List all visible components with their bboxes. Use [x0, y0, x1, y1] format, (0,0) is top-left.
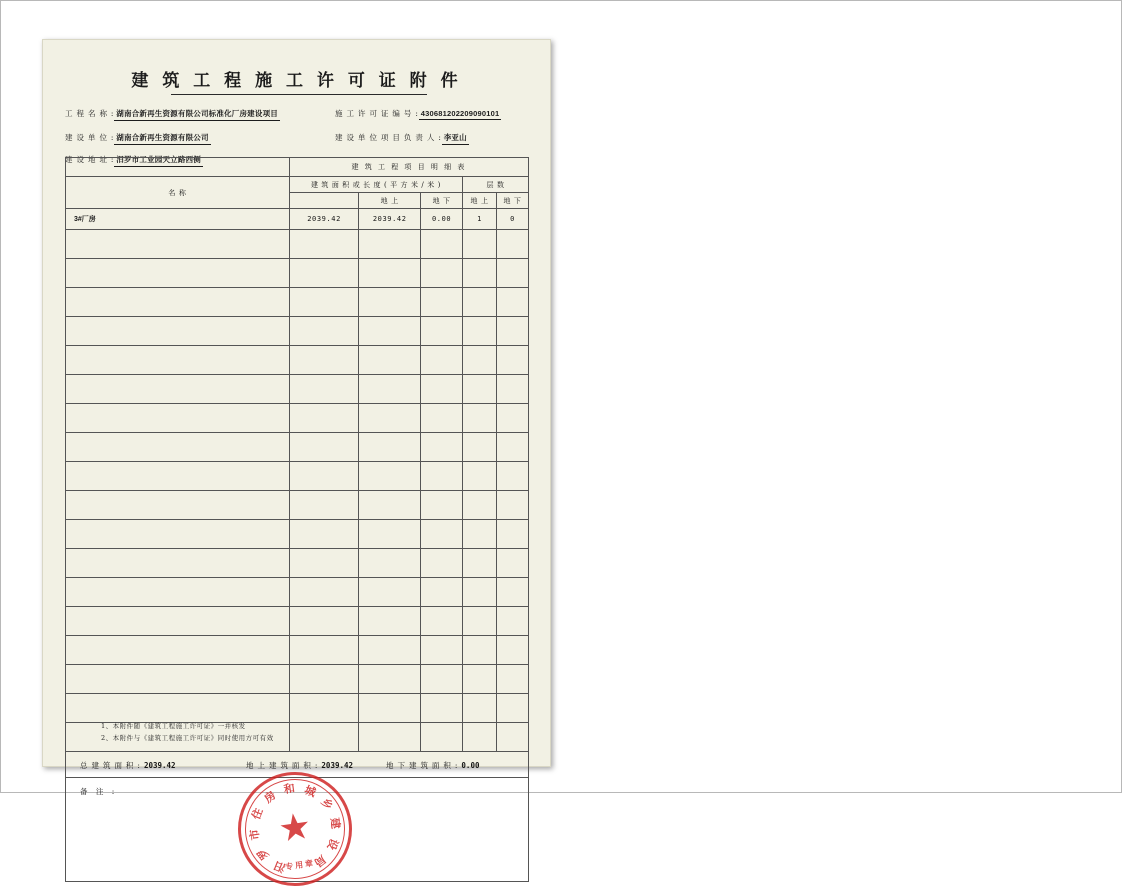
cell-area-below: [421, 607, 463, 636]
cell-area-above: [359, 694, 421, 723]
cell-floors-above: [463, 404, 497, 433]
cell-floors-below: [497, 375, 529, 404]
cell-area-above: 2039.42: [359, 209, 421, 230]
cell-area-total: [289, 230, 358, 259]
seal-character: 城: [302, 783, 318, 800]
cell-floors-above: [463, 317, 497, 346]
page-title: 建 筑 工 程 施 工 许 可 证 附 件: [131, 71, 462, 91]
cell-floors-above: [463, 375, 497, 404]
table-row-empty: [66, 665, 529, 694]
seal-character: 市: [247, 828, 263, 841]
cell-area-below: [421, 723, 463, 752]
seal-character: 局: [311, 852, 329, 870]
footnote-1: 1、本附件随《建筑工程施工许可证》一并核发: [101, 722, 246, 730]
seal-character: 设: [324, 836, 341, 852]
caption-spacer: [66, 158, 290, 177]
cell-floors-above: [463, 346, 497, 375]
cell-name: [66, 317, 290, 346]
cell-name: 3#厂房: [66, 209, 290, 230]
cell-area-above: [359, 578, 421, 607]
table-row: [66, 209, 529, 230]
cell-floors-below: [497, 665, 529, 694]
seal-character: 乡: [318, 795, 336, 813]
field-project-name: [65, 108, 280, 121]
col-header-floors-above: 地 上: [463, 193, 497, 209]
cell-area-above: [359, 230, 421, 259]
seal-character: 建: [327, 817, 343, 830]
cell-area-below: [421, 433, 463, 462]
table-row-empty: [66, 520, 529, 549]
cell-floors-above: [463, 259, 497, 288]
table-row-empty: [66, 404, 529, 433]
cell-floors-below: [497, 636, 529, 665]
cell-area-total: [289, 636, 358, 665]
table-row-empty: [66, 607, 529, 636]
cell-area-below: [421, 346, 463, 375]
cell-area-above: [359, 549, 421, 578]
cell-area-below: [421, 694, 463, 723]
below-ground-area-label: 地 下 建 筑 面 积 :: [386, 761, 459, 770]
cell-area-total: [289, 259, 358, 288]
cell-area-total: [289, 404, 358, 433]
cell-floors-below: [497, 694, 529, 723]
cell-area-below: [421, 636, 463, 665]
project-name-label: 工 程 名 称 :: [65, 109, 115, 118]
cell-name: [66, 404, 290, 433]
cell-area-above: [359, 607, 421, 636]
project-name-value: 湖南合新再生资源有限公司标准化厂房建设项目: [114, 108, 280, 121]
cell-area-below: 0.00: [421, 209, 463, 230]
cell-area-total: [289, 462, 358, 491]
cell-floors-below: [497, 288, 529, 317]
cell-area-above: [359, 375, 421, 404]
cell-area-total: [289, 288, 358, 317]
seal-character: 汨: [272, 858, 288, 875]
col-header-floors-below: 地 下: [497, 193, 529, 209]
cell-floors-above: 1: [463, 209, 497, 230]
cell-floors-below: [497, 346, 529, 375]
cell-area-above: [359, 346, 421, 375]
address-value: 汨罗市工业园天立路西侧: [114, 154, 203, 167]
cell-area-total: [289, 433, 358, 462]
field-permit-no: [335, 108, 501, 120]
above-ground-area-value: 2039.42: [321, 761, 354, 770]
cell-area-above: [359, 259, 421, 288]
table-row-empty: [66, 346, 529, 375]
cell-floors-below: [497, 433, 529, 462]
construction-unit-value: 湖南合新再生资源有限公司: [114, 132, 210, 145]
cell-name: [66, 259, 290, 288]
cell-area-above: [359, 665, 421, 694]
cell-floors-below: [497, 317, 529, 346]
remarks-label: 备 注 :: [80, 787, 118, 796]
address-label: 建 设 地 址 :: [65, 155, 115, 164]
cell-floors-above: [463, 230, 497, 259]
cell-name: [66, 549, 290, 578]
cell-floors-below: [497, 491, 529, 520]
cell-area-below: [421, 549, 463, 578]
cell-floors-below: 0: [497, 209, 529, 230]
cell-floors-below: [497, 462, 529, 491]
cell-area-total: [289, 346, 358, 375]
cell-name: [66, 665, 290, 694]
cell-name: [66, 520, 290, 549]
official-seal: [231, 765, 360, 893]
cell-area-total: [289, 578, 358, 607]
table-row-empty: [66, 375, 529, 404]
col-header-area-below: 地 下: [421, 193, 463, 209]
cell-floors-below: [497, 259, 529, 288]
table-row-empty: [66, 259, 529, 288]
cell-area-below: [421, 375, 463, 404]
cell-area-total: [289, 491, 358, 520]
cell-floors-above: [463, 520, 497, 549]
person-in-charge-value: 李亚山: [442, 132, 469, 145]
below-ground-area-value: 0.00: [461, 761, 480, 770]
cell-floors-above: [463, 433, 497, 462]
cell-area-total: [289, 694, 358, 723]
cell-floors-above: [463, 288, 497, 317]
total-area: [80, 760, 176, 771]
cell-area-above: [359, 520, 421, 549]
cell-area-total: [289, 520, 358, 549]
below-ground-area: [386, 760, 479, 771]
seal-star-icon: ★: [277, 810, 313, 847]
cell-area-below: [421, 578, 463, 607]
table-caption-row: [66, 158, 529, 177]
cell-area-above: [359, 288, 421, 317]
cell-name: [66, 433, 290, 462]
seal-character: 和: [283, 781, 296, 797]
footnotes: [101, 720, 274, 744]
cell-name: [66, 288, 290, 317]
cell-floors-below: [497, 520, 529, 549]
cell-floors-below: [497, 230, 529, 259]
cell-floors-below: [497, 578, 529, 607]
table-row-empty: [66, 288, 529, 317]
cell-area-total: [289, 549, 358, 578]
field-construction-unit: [65, 132, 211, 145]
cell-floors-below: [497, 723, 529, 752]
project-detail-table: [65, 157, 529, 752]
cell-area-below: [421, 462, 463, 491]
total-area-value: 2039.42: [143, 761, 176, 770]
table-row-empty: [66, 578, 529, 607]
cell-area-total: [289, 317, 358, 346]
cell-area-above: [359, 723, 421, 752]
cell-floors-above: [463, 694, 497, 723]
cell-floors-above: [463, 607, 497, 636]
seal-bottom-text: 专用章: [284, 857, 316, 872]
cell-area-above: [359, 491, 421, 520]
cell-area-below: [421, 259, 463, 288]
table-group-header-row: [66, 177, 529, 193]
cell-name: [66, 694, 290, 723]
cell-floors-above: [463, 491, 497, 520]
cell-floors-below: [497, 404, 529, 433]
above-ground-area: [246, 760, 353, 771]
cell-area-below: [421, 230, 463, 259]
construction-unit-label: 建 设 单 位 :: [65, 133, 115, 142]
cell-area-below: [421, 317, 463, 346]
cell-floors-below: [497, 549, 529, 578]
cell-area-total: [289, 375, 358, 404]
table-row-empty: [66, 549, 529, 578]
permit-no-value: 430681202209090101: [420, 109, 500, 118]
total-area-label: 总 建 筑 面 积 :: [80, 761, 141, 770]
remarks-box: [65, 778, 529, 882]
cell-name: [66, 578, 290, 607]
seal-character: 罗: [254, 845, 272, 863]
cell-name: [66, 462, 290, 491]
cell-area-below: [421, 404, 463, 433]
table-row-empty: [66, 694, 529, 723]
cell-area-above: [359, 433, 421, 462]
col-header-name: 名 称: [66, 177, 290, 209]
table-row-empty: [66, 433, 529, 462]
cell-floors-above: [463, 636, 497, 665]
cell-name: [66, 230, 290, 259]
cell-area-above: [359, 462, 421, 491]
cell-area-below: [421, 520, 463, 549]
cell-area-total: 2039.42: [289, 209, 358, 230]
table-row-empty: [66, 491, 529, 520]
person-in-charge-label: 建 设 单 位 项 目 负 责 人 :: [335, 133, 442, 142]
table-row-empty: [66, 317, 529, 346]
permit-no-label: 施 工 许 可 证 编 号 :: [335, 109, 419, 118]
cell-floors-above: [463, 578, 497, 607]
table-caption: 建 筑 工 程 项 目 明 细 表: [289, 158, 528, 177]
cell-area-total: [289, 665, 358, 694]
above-ground-area-label: 地 上 建 筑 面 积 :: [246, 761, 319, 770]
field-person-in-charge: [335, 132, 469, 145]
col-header-floors: 层 数: [463, 177, 529, 193]
col-header-area-above: 地 上: [359, 193, 421, 209]
cell-name: [66, 346, 290, 375]
seal-character: 住: [249, 806, 266, 822]
cell-floors-above: [463, 549, 497, 578]
cell-name: [66, 636, 290, 665]
title-underline: [171, 94, 427, 95]
seal-character: 房: [261, 788, 279, 806]
cell-area-above: [359, 317, 421, 346]
cell-name: [66, 491, 290, 520]
cell-name: [66, 375, 290, 404]
cell-area-total: [289, 723, 358, 752]
cell-area-total: [289, 607, 358, 636]
table-row-empty: [66, 230, 529, 259]
cell-floors-above: [463, 462, 497, 491]
cell-area-below: [421, 288, 463, 317]
table-row-empty: [66, 462, 529, 491]
cell-area-below: [421, 665, 463, 694]
cell-floors-above: [463, 723, 497, 752]
col-header-area-total: [289, 193, 358, 209]
cell-name: [66, 607, 290, 636]
cell-floors-below: [497, 607, 529, 636]
table-row-empty: [66, 636, 529, 665]
certificate-sheet: [42, 39, 551, 875]
cell-floors-above: [463, 665, 497, 694]
col-header-area: 建 筑 面 积 或 长 度 ( 平 方 米 / 米 ): [289, 177, 462, 193]
cell-area-below: [421, 491, 463, 520]
cell-area-above: [359, 636, 421, 665]
footnote-2: 2、本附件与《建筑工程施工许可证》同时使用方可有效: [101, 734, 274, 742]
viewer-canvas: [13, 11, 1109, 875]
cell-area-above: [359, 404, 421, 433]
